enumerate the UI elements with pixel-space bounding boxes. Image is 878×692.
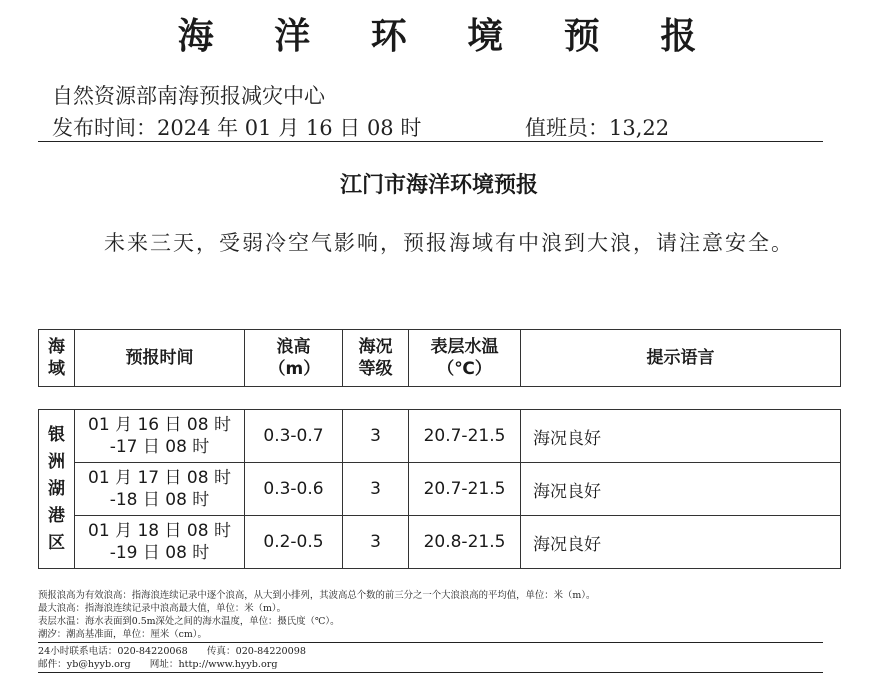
- table-spacer-row: [39, 387, 841, 410]
- table-header-row: [39, 330, 841, 387]
- temp-cell: 20.8-21.5: [409, 516, 521, 569]
- website-link[interactable]: 网址：http://www.hyyb.org: [149, 659, 278, 670]
- tip-cell: 海况良好: [521, 410, 841, 463]
- duty-officer: 值班员：13,22: [525, 116, 670, 140]
- wave-cell: 0.3-0.7: [245, 410, 343, 463]
- tip-cell: 海况良好: [521, 516, 841, 569]
- time-cell: 01 月 17 日 08 时 -18 日 08 时: [75, 463, 245, 516]
- sea-level-cell: 3: [343, 410, 409, 463]
- header-sea-level: 海况等级: [343, 330, 409, 387]
- sea-level-cell: 3: [343, 516, 409, 569]
- header-divider: [38, 141, 823, 142]
- forecast-summary: 未来三天，受弱冷空气影响，预报海域有中浪到大浪，请注意安全。: [104, 231, 794, 255]
- footnote-water-temp: 表层水温：海水表面到0.5m深处之间的海水温度，单位：摄氏度（℃）。: [38, 616, 340, 627]
- time-cell: 01 月 16 日 08 时 -17 日 08 时: [75, 410, 245, 463]
- forecast-table: [38, 329, 841, 569]
- table-row: [39, 516, 841, 569]
- sea-level-cell: 3: [343, 463, 409, 516]
- fax: 传真：020-84220098: [206, 646, 306, 657]
- footer-divider: [38, 642, 823, 643]
- issuing-agency: 自然资源部南海预报减灾中心: [52, 84, 325, 108]
- header-area: 海域: [39, 330, 75, 387]
- wave-cell: 0.3-0.6: [245, 463, 343, 516]
- bottom-divider: [38, 672, 823, 673]
- email-link[interactable]: 邮件：yb@hyyb.org: [38, 659, 131, 670]
- temp-cell: 20.7-21.5: [409, 410, 521, 463]
- publish-row: [52, 112, 842, 142]
- contact-info: [38, 645, 322, 671]
- footnote-max-wave: 最大浪高：指海浪连续记录中浪高最大值，单位：米（m）。: [38, 603, 286, 614]
- footnote-tide: 潮汐：潮高基准面，单位：厘米（cm）。: [38, 629, 207, 640]
- area-cell: 银洲湖港区: [39, 410, 75, 569]
- table-row: [39, 463, 841, 516]
- header-water-temp: 表层水温（℃）: [409, 330, 521, 387]
- hotline: 24小时联系电话：020-84220068: [38, 646, 188, 657]
- table-row: [39, 410, 841, 463]
- wave-cell: 0.2-0.5: [245, 516, 343, 569]
- publish-time: 发布时间：2024 年 01 月 16 日 08 时: [52, 116, 422, 140]
- temp-cell: 20.7-21.5: [409, 463, 521, 516]
- tip-cell: 海况良好: [521, 463, 841, 516]
- footnotes: [38, 589, 838, 641]
- header-time: 预报时间: [75, 330, 245, 387]
- header-wave: 浪高（m）: [245, 330, 343, 387]
- footnote-wave-height: 预报浪高为有效浪高：指海浪连续记录中逐个浪高，从大到小排列，其波高总个数的前三分之一个大浪浪高的平均值，单位：米（m）。: [38, 590, 596, 601]
- forecast-subtitle: 江门市海洋环境预报: [339, 173, 538, 198]
- header-tip: 提示语言: [521, 330, 841, 387]
- document-title: 海 洋 环 境 预 报: [177, 15, 721, 57]
- time-cell: 01 月 18 日 08 时 -19 日 08 时: [75, 516, 245, 569]
